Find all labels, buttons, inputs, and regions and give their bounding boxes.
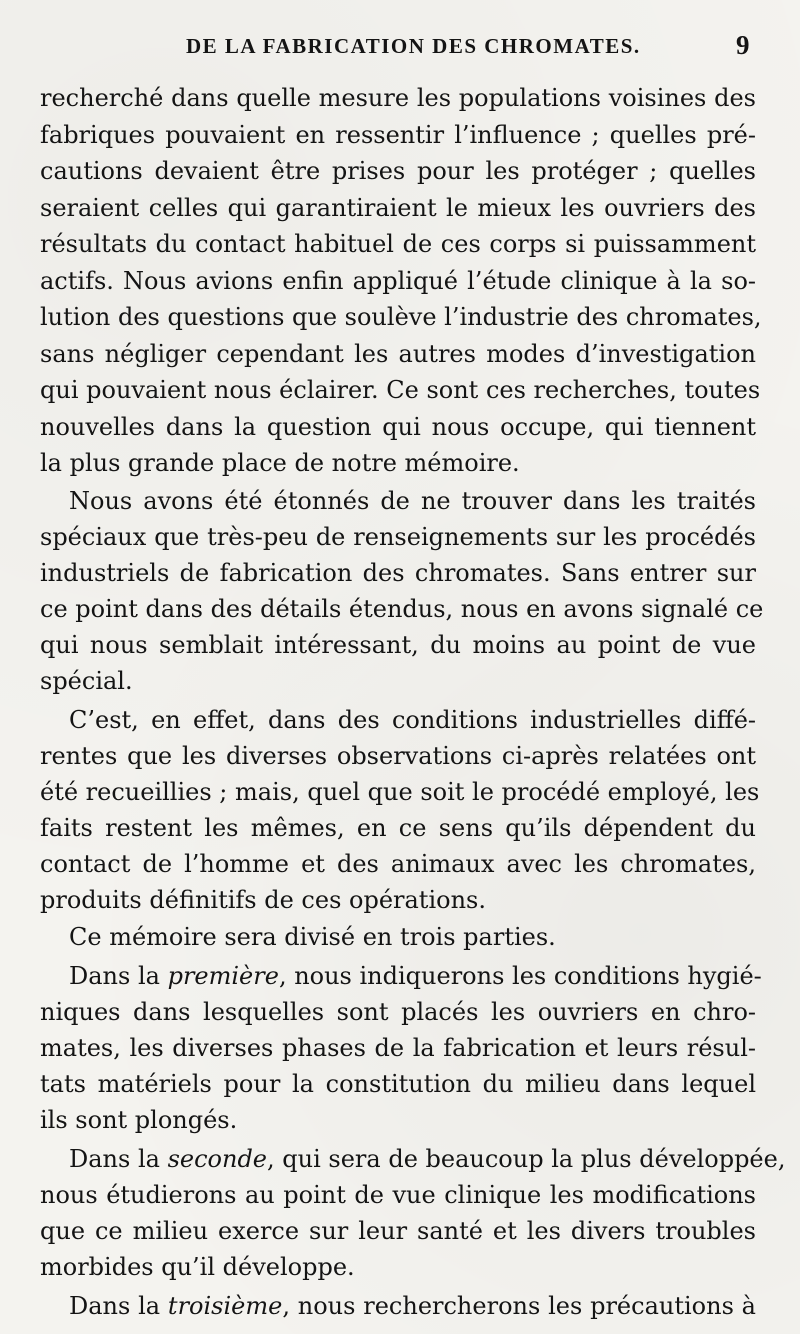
text-line: été recueillies ; mais, quel que soit le procédé employé, les <box>40 778 760 806</box>
italic-term: seconde <box>167 1145 268 1173</box>
text-line: recherché dans quelle mesure les populations voisines des <box>40 84 756 112</box>
text-fragment: Dans la <box>69 1145 168 1173</box>
text-line: qui pouvaient nous éclairer. Ce sont ces recherches, toutes <box>40 376 761 404</box>
text-line: actifs. Nous avions enfin appliqué l’étude clinique à la so- <box>40 267 756 295</box>
text-line: cautions devaient être prises pour les protéger ; quelles <box>40 157 756 185</box>
paragraph-start-line: C’est, en effet, dans des conditions industrielles diffé- <box>69 706 756 734</box>
text-line: fabriques pouvaient en ressentir l’influence ; quelles pré- <box>40 121 756 149</box>
paragraph-start-line <box>69 1287 756 1325</box>
text-fragment: , qui sera de beaucoup la plus développée, <box>267 1145 786 1173</box>
paragraph-start-line <box>69 957 762 995</box>
text-line: que ce milieu exerce sur leur santé et les divers troubles <box>40 1217 756 1245</box>
italic-term: troisième <box>167 1292 283 1320</box>
text-line: mates, les diverses phases de la fabrication et leurs résul- <box>40 1034 756 1062</box>
text-fragment: , nous rechercherons les précautions à <box>282 1292 756 1320</box>
text-line: spécial. <box>40 667 133 695</box>
paragraph-start-line <box>69 1140 786 1178</box>
text-fragment: , nous indiquerons les conditions hygié- <box>278 962 762 990</box>
text-line: faits restent les mêmes, en ce sens qu’ils dépendent du <box>40 814 756 842</box>
text-line: résultats du contact habituel de ces corps si puissamment <box>40 230 756 258</box>
italic-term: première <box>167 962 279 990</box>
text-line: seraient celles qui garantiraient le mieux les ouvriers des <box>40 194 756 222</box>
text-line: spéciaux que très-peu de renseignements sur les procédés <box>40 523 756 551</box>
text-line: nous étudierons au point de vue clinique les modifications <box>40 1181 756 1209</box>
text-line: lution des questions que soulève l’industrie des chromates, <box>40 303 762 331</box>
text-line: tats matériels pour la constitution du milieu dans lequel <box>40 1070 756 1098</box>
text-fragment: Dans la <box>69 1292 168 1320</box>
paragraph-start-line: Ce mémoire sera divisé en trois parties. <box>69 923 556 951</box>
text-line: ce point dans des détails étendus, nous en avons signalé ce <box>40 595 764 623</box>
text-line: ils sont plongés. <box>40 1106 238 1134</box>
text-line: nouvelles dans la question qui nous occupe, qui tiennent <box>40 413 756 441</box>
text-line: contact de l’homme et des animaux avec les chromates, <box>40 850 756 878</box>
text-line: morbides qu’il développe. <box>40 1253 355 1281</box>
text-line: la plus grande place de notre mémoire. <box>40 449 520 477</box>
text-line: produits définitifs de ces opérations. <box>40 886 486 914</box>
paragraph-start-line: Nous avons été étonnés de ne trouver dans les traités <box>69 487 756 515</box>
running-head: DE LA FABRICATION DES CHROMATES. <box>186 34 641 58</box>
text-line: qui nous semblait intéressant, du moins au point de vue <box>40 631 756 659</box>
text-line: industriels de fabrication des chromates. Sans entrer sur <box>40 559 756 587</box>
page-number: 9 <box>736 30 750 60</box>
page-header <box>0 30 800 68</box>
text-line: sans négliger cependant les autres modes d’investigation <box>40 340 756 368</box>
text-fragment: Dans la <box>69 962 168 990</box>
text-line: niques dans lesquelles sont placés les ouvriers en chro- <box>40 998 756 1026</box>
text-line: rentes que les diverses observations ci-après relatées ont <box>40 742 756 770</box>
